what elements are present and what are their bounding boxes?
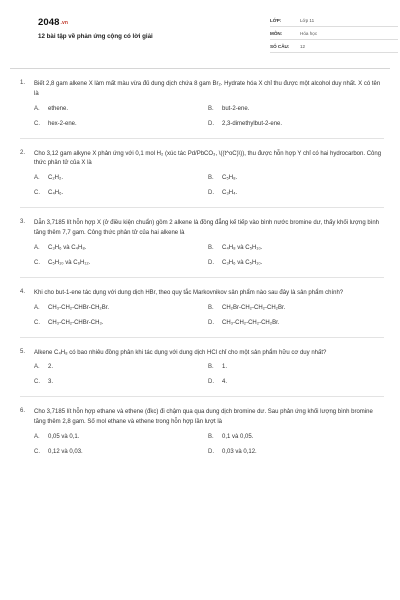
option-text: C₃H₆ và C₄H₈. [48,244,87,251]
option-text: C₅H₁₀ và C₆H₁₂. [48,259,91,266]
option-letter: D. [208,319,214,326]
logo-suffix: .vn [60,20,69,26]
answer-option[interactable] [208,245,382,251]
answer-options [34,245,384,266]
meta-table [270,14,398,53]
site-logo[interactable] [38,17,68,28]
option-text: 3. [48,379,54,386]
option-letter: D. [208,448,214,455]
question-number: 4. [20,288,26,295]
answer-option[interactable] [208,260,382,266]
question-text: Khi cho but-1-ene tác dụng với dung dịch HBr, theo quy tắc Markovnikov sản phẩm nào sau đây là sản phẩm chính? [34,289,344,296]
question-item [20,80,384,139]
question-item [20,289,384,338]
meta-label: SỐ CÂU: [270,43,290,49]
answer-option[interactable] [34,245,208,251]
answer-option[interactable] [208,449,382,455]
meta-row-subject [270,27,398,40]
header-divider [10,68,390,69]
question-stem [20,80,384,100]
question-stem [20,289,384,299]
option-letter: B. [208,433,214,440]
answer-option[interactable] [34,320,208,326]
answer-option[interactable] [34,260,208,266]
option-letter: D. [208,259,214,266]
option-text: CH₃-CH₂-CHBr-CH₂Br. [48,304,110,311]
question-number: 1. [20,80,26,86]
answer-option[interactable] [208,305,382,311]
answer-option[interactable] [34,106,208,112]
answer-options [34,305,384,326]
meta-row-count [270,40,398,53]
answer-option[interactable] [208,121,382,127]
meta-value: Lớp 11 [300,17,315,23]
question-divider [20,138,384,139]
answer-option[interactable] [34,379,208,385]
option-text: 2. [48,364,54,371]
meta-value: 12 [300,43,306,49]
question-item [20,150,384,209]
question-stem [20,219,384,239]
option-letter: A. [34,244,40,251]
option-letter: A. [34,433,40,440]
option-text: CH₃-CH₂-CHBr-CH₃. [48,319,104,326]
option-text: CH₂Br-CH₂-CH₂-CH₂Br. [222,304,286,311]
option-letter: A. [34,364,40,371]
option-text: 0,03 và 0,12. [222,448,257,455]
meta-value: Hóa học [300,30,318,36]
question-stem [20,408,384,428]
option-letter: B. [208,364,214,371]
meta-row-class [270,14,398,27]
option-letter: C. [34,190,40,197]
option-text: C₄H₆. [48,190,64,197]
answer-option[interactable] [34,449,208,455]
question-divider [20,207,384,208]
option-letter: C. [34,379,40,386]
answer-option[interactable] [34,190,208,196]
option-text: ethene. [48,105,69,112]
meta-label: MÔN: [270,30,283,36]
option-text: C₅H₈. [222,175,238,182]
option-text: 0,1 và 0,05. [222,433,254,440]
question-divider [20,277,384,278]
option-letter: B. [208,304,214,311]
option-letter: A. [34,105,40,112]
answer-options [34,175,384,196]
option-letter: A. [34,175,40,182]
option-text: but-2-ene. [222,105,250,112]
option-text: C₂H₂. [48,175,63,182]
answer-option[interactable] [34,175,208,181]
answer-option[interactable] [34,364,208,370]
answer-option[interactable] [34,434,208,440]
option-text: CH₃-CH₂-CH₂-CH₂Br. [222,319,280,326]
question-text: Cho 3,12 gam alkyne X phản ứng với 0,1 mol H₂ (xúc tác Pd/PbCO₃, \((t^oC)\)), thu được hỗn hợp Y chỉ có hai hydrocarbon. Công thức phân tử của X là [34,150,382,167]
answer-option[interactable] [34,305,208,311]
question-item [20,408,384,455]
answer-option[interactable] [208,434,382,440]
question-text: Alkene C₄H₈ có bao nhiêu đồng phân khi tác dụng với dung dịch HCl chỉ cho một sản phẩm hữu cơ duy nhất? [34,349,327,356]
question-number: 2. [20,149,26,156]
answer-option[interactable] [208,320,382,326]
logo-main: 2048 [38,17,60,28]
option-letter: A. [34,304,40,311]
answer-option[interactable] [208,175,382,181]
option-letter: D. [208,379,214,386]
question-stem [20,349,384,359]
option-letter: D. [208,190,214,197]
option-text: C₃H₄. [222,190,238,197]
option-text: hex-2-ene. [48,120,77,127]
answer-options [34,106,384,127]
option-letter: C. [34,319,40,326]
answer-options [34,434,384,455]
option-text: C₃H₆ và C₅H₁₀. [222,259,263,266]
option-text: 2,3-dimethylbut-2-ene. [222,120,283,127]
option-letter: C. [34,120,40,127]
answer-option[interactable] [208,106,382,112]
question-number: 5. [20,348,26,355]
question-item [20,349,384,398]
question-list [20,80,384,466]
option-letter: C. [34,448,40,455]
question-item [20,219,384,278]
option-text: C₄H₈ và C₅H₁₀. [222,244,263,251]
question-text: Dẫn 3,7185 lít hỗn hợp X (ở điều kiện chuẩn) gồm 2 alkene là đồng đẳng kế tiếp vào bình nước bromine dư, thấy khối lượng bình tăng thêm 7,7 gam. Công thức phân tử của hai alkene là [34,220,380,236]
option-letter: B. [208,105,214,112]
answer-option[interactable] [208,364,382,370]
question-number: 3. [20,219,26,226]
answer-option[interactable] [208,379,382,385]
question-text: Biết 2,8 gam alkene X làm mất màu vừa đủ dung dịch chứa 8 gam Br₂. Hydrate hóa X chỉ thu được một alcohol duy nhất. X có tên là [34,81,381,97]
option-text: 0,05 và 0,1. [48,433,80,440]
option-text: 1. [222,364,228,371]
option-letter: B. [208,175,214,182]
document-header [18,0,382,62]
option-letter: C. [34,259,40,266]
option-text: 0,12 và 0,03. [48,448,83,455]
answer-option[interactable] [34,121,208,127]
answer-option[interactable] [208,190,382,196]
question-divider [20,337,384,338]
question-stem [20,150,384,170]
question-divider [20,396,384,397]
answer-options [34,364,384,385]
document-title: 12 bài tập về phản ứng cộng có lời giải [38,33,153,40]
option-text: 4. [222,379,228,386]
option-letter: D. [208,120,214,127]
meta-label: LỚP: [270,17,282,23]
question-text: Cho 3,7185 lít hỗn hợp ethane và ethene (đkc) đi chậm qua qua dung dịch bromine dư. Sau phản ứng khối lượng bình bromine tăng thêm 2,8 gam. Số mol ethane và ethene trong hỗn hợp lần lượt là [34,409,373,426]
question-number: 6. [20,408,26,415]
option-letter: B. [208,244,214,251]
